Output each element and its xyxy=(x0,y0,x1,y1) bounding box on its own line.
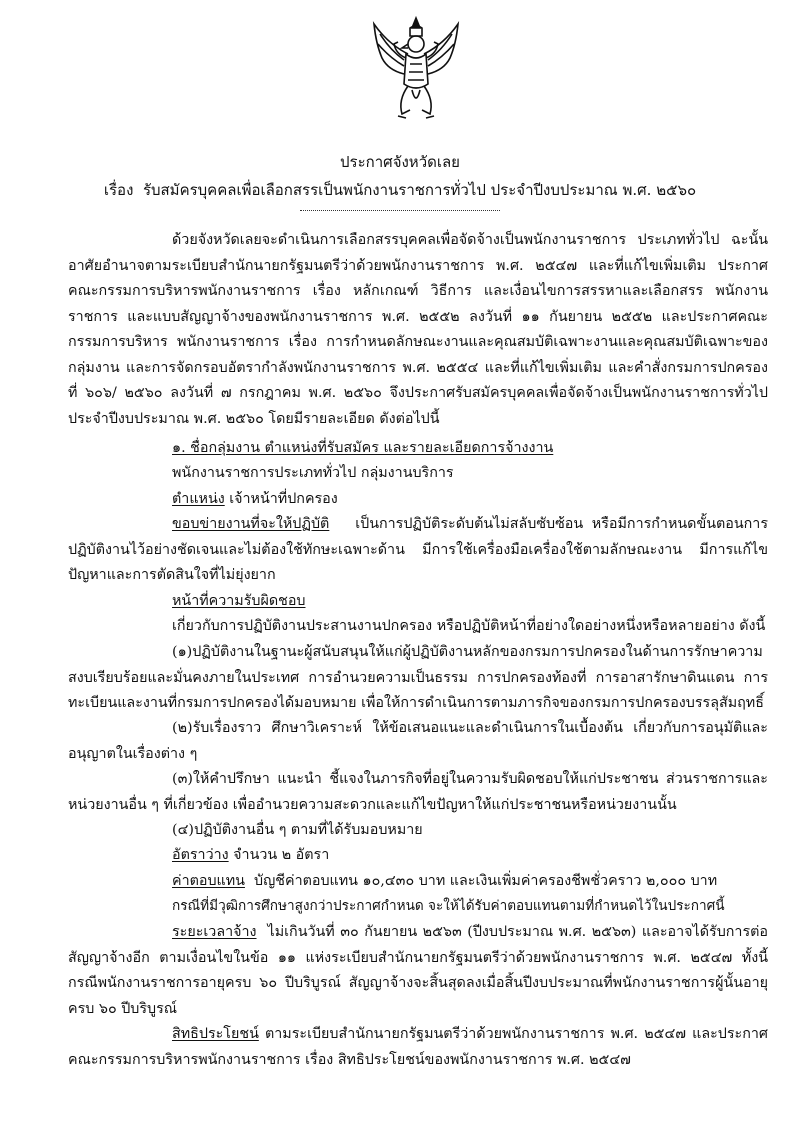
term-text: ไม่เกินวันที่ ๓๐ กันยายน ๒๕๖๓ (ปีงบประมาณ พ.ศ. ๒๕๖๓) และอาจได้รับการต่อสัญญาจ้างอีก ตามเงื่อนไขในข้อ ๑๑ แห่งระเบียบสำนักนายกรัฐมนตรีว่าด้วยพนักงานราชการ พ.ศ. ๒๕๔๗ ทั้งนี้ กรณีพนักงานราชการอายุครบ ๖๐ ปีบริบูรณ์ สัญญาจ้างจะสิ้นสุดลงเมื่อสิ้นปีงบประมาณที่พนักงานราชการผู้นั้นอายุครบ ๖๐ ปีบริบูรณ์ xyxy=(68,924,769,1017)
pay-label: ค่าตอบแทน xyxy=(172,873,245,889)
benefit-label: สิทธิประโยชน์ xyxy=(172,1026,259,1042)
term-label: ระยะเวลาจ้าง xyxy=(172,924,257,940)
section-1-heading xyxy=(172,436,553,462)
duty-item: (๓)ให้คำปรึกษา แนะนำ ชี้แจงในภารกิจที่อยู่ในความรับผิดชอบให้แก่ประชาชน ส่วนราชการและหน่วยงานอื่น ๆ ที่เกี่ยวข้อง เพื่ออำนวยความสะดวกและแก้ไขปัญหาให้แก่ประชาชนหรือหน่วยงานนั้น xyxy=(68,771,768,813)
position-label: ตำแหน่ง xyxy=(172,491,225,507)
duties-label: หน้าที่ความรับผิดชอบ xyxy=(172,593,306,609)
position-value: เจ้าหน้าที่ปกครอง xyxy=(229,491,338,507)
duties-intro: เกี่ยวกับการปฏิบัติงานประสานงานปกครอง หรือปฏิบัติหน้าที่อย่างใดอย่างหนึ่งหรือหลายอย่าง ดังนี้ xyxy=(172,618,766,634)
announcement-title: ประกาศจังหวัดเลย xyxy=(340,153,460,171)
pay-text: บัญชีค่าตอบแทน ๑๐,๔๓๐ บาท และเงินเพิ่มค่าครองชีพชั่วคราว ๒,๐๐๐ บาท xyxy=(254,873,718,889)
job-group: พนักงานราชการประเภททั่วไป กลุ่มงานบริการ xyxy=(172,465,454,481)
benefit-paragraph xyxy=(68,1022,768,1073)
subject-text: รับสมัครบุคคลเพื่อเลือกสรรเป็นพนักงานราชการทั่วไป ประจำปีงบประมาณ พ.ศ. ๒๕๖๐ xyxy=(142,181,697,199)
benefit-text: ตามระเบียบสำนักนายกรัฐมนตรีว่าด้วยพนักงานราชการ พ.ศ. ๒๕๔๗ และประกาศคณะกรรมการบริหารพนักงานราชการ เรื่อง สิทธิประโยชน์ของพนักงานราชการ พ.ศ. ๒๕๔๗ xyxy=(68,1026,768,1068)
garuda-emblem-icon xyxy=(368,14,464,124)
announcement-subject xyxy=(0,178,800,202)
vacancy-line xyxy=(172,843,329,869)
vacancy-text: จำนวน ๒ อัตรา xyxy=(233,847,330,863)
section-1-heading-text: ๑. ชื่อกลุ่มงาน ตำแหน่งที่รับสมัคร และรายละเอียดการจ้างงาน xyxy=(172,440,554,456)
scope-paragraph xyxy=(68,512,768,589)
vacancy-label: อัตราว่าง xyxy=(172,847,229,863)
duties-heading xyxy=(172,589,305,615)
scope-label: ขอบข่ายงานที่จะให้ปฏิบัติ xyxy=(172,516,330,532)
intro-paragraph: ด้วยจังหวัดเลยจะดำเนินการเลือกสรรบุคคลเพื่อจัดจ้างเป็นพนักงานราชการ ประเภททั่วไป ฉะนั้น อาศัยอำนาจตามระเบียบสำนักนายกรัฐมนตรีว่าด้วยพนักงานราชการ พ.ศ. ๒๕๔๗ และที่แก้ไขเพิ่มเติม ประกาศคณะกรรมการบริหารพนักงานราชการ เรื่อง หลักเกณฑ์ วิธีการ และเงื่อนไขการสรรหาและเลือกสรร พนักงานราชการ และแบบสัญญาจ้างของพนักงานราชการ พ.ศ. ๒๕๕๒ ลงวันที่ ๑๑ กันยายน ๒๕๕๒ และประกาศคณะกรรมการบริหาร พนักงานราชการ เรื่อง การกำหนดลักษณะงานและคุณสมบัติเฉพาะงานและคุณสมบัติเฉพาะของกลุ่มงาน และการจัดกรอบอัตรากำลังพนักงานราชการ พ.ศ. ๒๕๕๔ และที่แก้ไขเพิ่มเติม และคำสั่งกรมการปกครอง ที่ ๖๐๖/ ๒๕๖๐ ลงวันที่ ๗ กรกฎาคม พ.ศ. ๒๕๖๐ จึงประกาศรับสมัครบุคคลเพื่อจัดจ้างเป็นพนักงานราชการทั่วไป ประจำปีงบประมาณ พ.ศ. ๒๕๖๐ โดยมีรายละเอียด ดังต่อไปนี้ xyxy=(68,232,768,427)
pay-note: กรณีที่มีวุฒิการศึกษาสูงกว่าประกาศกำหนด จะให้ได้รับค่าตอบแทนตามที่กำหนดไว้ในประกาศนี้ xyxy=(172,898,725,914)
pay-line xyxy=(172,869,717,895)
dotted-divider xyxy=(300,200,500,211)
duty-item: (๒)รับเรื่องราว ศึกษาวิเคราะห์ ให้ข้อเสนอแนะและดำเนินการในเบื้องต้น เกี่ยวกับการอนุมัติและอนุญาตในเรื่องต่าง ๆ xyxy=(68,720,768,762)
subject-label: เรื่อง xyxy=(103,181,134,199)
term-paragraph xyxy=(68,920,768,1022)
position-line xyxy=(172,487,338,513)
duty-item: (๑)ปฏิบัติงานในฐานะผู้สนับสนุนให้แก่ผู้ปฏิบัติงานหลักของกรมการปกครองในด้านการรักษาความสงบเรียบร้อยและมั่นคงภายในประเทศ การอำนวยความเป็นธรรม การปกครองท้องที่ การอาสารักษาดินแดน การทะเบียนและงานที่กรมการปกครองได้มอบหมาย เพื่อให้การดำเนินการตามภารกิจของกรมการปกครองบรรลุสัมฤทธิ์ xyxy=(68,644,768,711)
scope-text: เป็นการปฏิบัติระดับต้นไม่สลับซับซ้อน หรือมีการกำหนดขั้นตอนการปฏิบัติงานไว้อย่างชัดเจนและไม่ต้องใช้ทักษะเฉพาะด้าน มีการใช้เครื่องมือเครื่องใช้ตามลักษณะงาน มีการแก้ไขปัญหาและการตัดสินใจที่ไม่ยุ่งยาก xyxy=(68,516,768,583)
duty-item: (๔)ปฏิบัติงานอื่น ๆ ตามที่ได้รับมอบหมาย xyxy=(172,822,423,838)
